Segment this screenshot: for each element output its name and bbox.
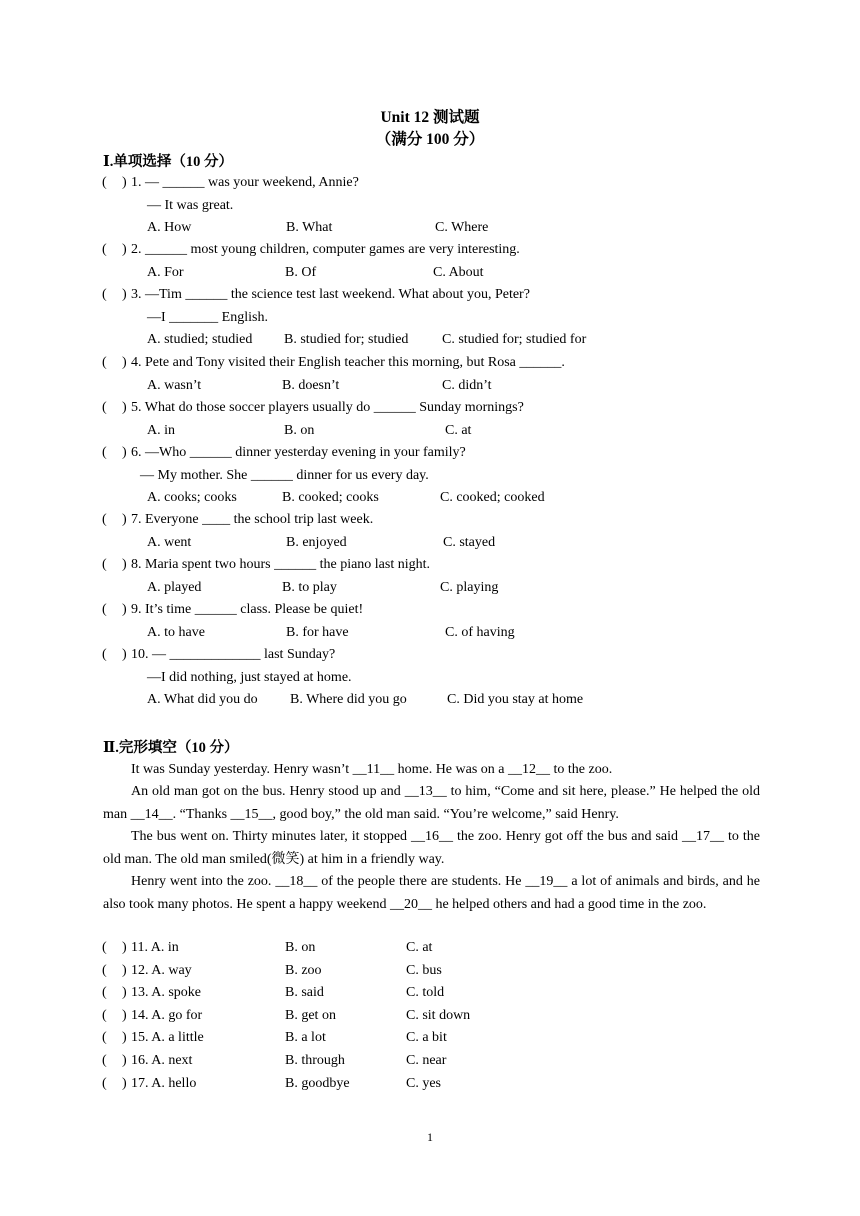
option-a: A. studied; studied [147,332,253,347]
cloze-option-b: B. goodbye [285,1075,350,1091]
option-b: B. studied for; studied [284,332,409,347]
option-b: B. enjoyed [286,534,347,550]
question-stem: 3. —Tim ______ the science test last weekend. What about you, Peter? [131,287,530,302]
option-b: B. to play [282,579,337,595]
question-stem: 6. —Who ______ dinner yesterday evening in your family? [131,445,466,460]
cloze-option-a: 12. A. way [131,962,192,978]
option-b: B. Of [285,264,317,280]
cloze-option-a: 13. A. spoke [131,985,201,1001]
answer-paren-open: ( [102,512,107,527]
cloze-option-b: B. through [285,1053,345,1068]
option-c: C. cooked; cooked [440,490,545,505]
answer-paren-close: ) [122,1007,127,1023]
answer-paren-open: ( [102,400,107,415]
answer-paren-close: ) [122,400,127,415]
section1-heading: Ⅰ.单项选择（10 分） [103,154,234,170]
cloze-option-c: C. yes [406,1075,441,1091]
cloze-option-a: 17. A. hello [131,1075,197,1091]
question-stem: 2. ______ most young children, computer games are very interesting. [131,242,520,257]
option-a: A. For [147,264,184,280]
option-c: C. stayed [443,534,496,550]
answer-paren-open: ( [102,242,107,257]
answer-paren-open: ( [102,602,107,617]
cloze-option-c: C. sit down [406,1007,471,1023]
answer-paren-close: ) [122,1053,127,1068]
option-c: C. at [445,422,472,438]
question-stem: 1. — ______ was your weekend, Annie? [131,175,359,190]
answer-paren-open: ( [102,985,107,1001]
option-b: B. doesn’t [282,377,340,393]
option-a: A. played [147,579,202,595]
option-c: C. Did you stay at home [447,692,584,707]
answer-paren-close: ) [122,445,127,460]
answer-paren-open: ( [102,557,107,572]
answer-paren-close: ) [122,1075,127,1091]
answer-paren-open: ( [102,1053,107,1068]
answer-paren-close: ) [122,355,127,370]
option-b: B. Where did you go [290,692,407,707]
option-a: A. How [147,220,192,235]
question-stem: 9. It’s time ______ class. Please be quiet! [131,602,364,617]
answer-paren-close: ) [122,557,127,572]
answer-paren-close: ) [122,512,127,527]
answer-paren-close: ) [122,242,127,257]
answer-paren-close: ) [122,602,127,617]
question-subline: — My mother. She ______ dinner for us every day. [140,467,429,483]
cloze-option-b: B. a lot [285,1030,326,1046]
option-c: C. About [433,264,484,280]
answer-paren-close: ) [122,647,127,662]
page-subtitle: （满分 100 分） [375,131,485,148]
cloze-option-a: 14. A. go for [131,1007,203,1023]
answer-paren-open: ( [102,962,107,978]
cloze-option-b: B. on [285,940,316,955]
passage-paragraph: Henry went into the zoo. __18__ of the people there are students. He __19__ a lot of animals and birds, and he also took many photos. He spent a happy weekend __20__ he helped others and had a good time in the zoo. [103,874,760,912]
option-c: C. of having [445,624,515,640]
cloze-option-c: C. bus [406,962,442,978]
cloze-option-b: B. said [285,985,324,1001]
answer-paren-open: ( [102,287,107,302]
answer-paren-open: ( [102,445,107,460]
question-subline: —I did nothing, just stayed at home. [147,669,352,685]
option-a: A. in [147,422,175,438]
cloze-option-c: C. told [406,985,445,1001]
cloze-option-b: B. zoo [285,962,322,978]
answer-paren-close: ) [122,985,127,1001]
answer-paren-open: ( [102,647,107,662]
answer-paren-open: ( [102,355,107,370]
option-a: A. cooks; cooks [147,490,237,505]
question-subline: — It was great. [147,197,234,213]
question-subline: —I _______ English. [147,309,268,325]
passage-paragraph: It was Sunday yesterday. Henry wasn’t __11__ home. He was on a __12__ to the zoo. [131,762,613,777]
option-b: B. cooked; cooks [282,490,379,505]
answer-paren-open: ( [102,175,107,190]
option-a: A. What did you do [147,692,258,707]
answer-paren-open: ( [102,1007,107,1023]
answer-paren-open: ( [102,1030,107,1046]
question-stem: 7. Everyone ____ the school trip last week. [131,512,374,527]
passage-paragraph: An old man got on the bus. Henry stood up and __13__ to him, “Come and sit here, please.” He helped the old man __14__. “Thanks __15__, good boy,” the old man said. “You’re welcome,” said Henry. [103,784,760,822]
answer-paren-close: ) [122,940,127,955]
section2-heading: Ⅱ.完形填空（10 分） [103,740,239,756]
cloze-option-b: B. get on [285,1007,336,1023]
question-stem: 4. Pete and Tony visited their English teacher this morning, but Rosa ______. [131,355,565,370]
answer-paren-close: ) [122,1030,127,1046]
cloze-option-a: 15. A. a little [131,1030,204,1046]
option-b: B. for have [286,624,349,640]
question-stem: 8. Maria spent two hours ______ the piano last night. [131,557,431,572]
option-b: B. What [286,220,333,235]
option-c: C. didn’t [442,377,492,393]
cloze-option-c: C. a bit [406,1030,447,1046]
question-stem: 10. — _____________ last Sunday? [131,647,336,662]
answer-paren-open: ( [102,940,107,955]
answer-paren-close: ) [122,962,127,978]
option-c: C. playing [440,579,499,595]
answer-paren-close: ) [122,175,127,190]
page-title: Unit 12 测试题 [380,109,480,126]
option-a: A. to have [147,624,205,640]
page-number: 1 [427,1130,433,1144]
cloze-option-c: C. near [406,1053,447,1068]
cloze-option-a: 11. A. in [131,940,179,955]
answer-paren-open: ( [102,1075,107,1091]
option-a: A. went [147,534,192,550]
cloze-option-c: C. at [406,940,433,955]
option-a: A. wasn’t [147,377,202,393]
cloze-option-a: 16. A. next [131,1053,193,1068]
option-c: C. Where [435,220,489,235]
option-c: C. studied for; studied for [442,332,587,347]
passage-paragraph: The bus went on. Thirty minutes later, it stopped __16__ the zoo. Henry got off the bus and said __17__ to the old man. The old man smiled(微笑) at him in a friendly way. [103,829,760,867]
answer-paren-close: ) [122,287,127,302]
question-stem: 5. What do those soccer players usually do ______ Sunday mornings? [131,400,524,415]
option-b: B. on [284,422,315,438]
